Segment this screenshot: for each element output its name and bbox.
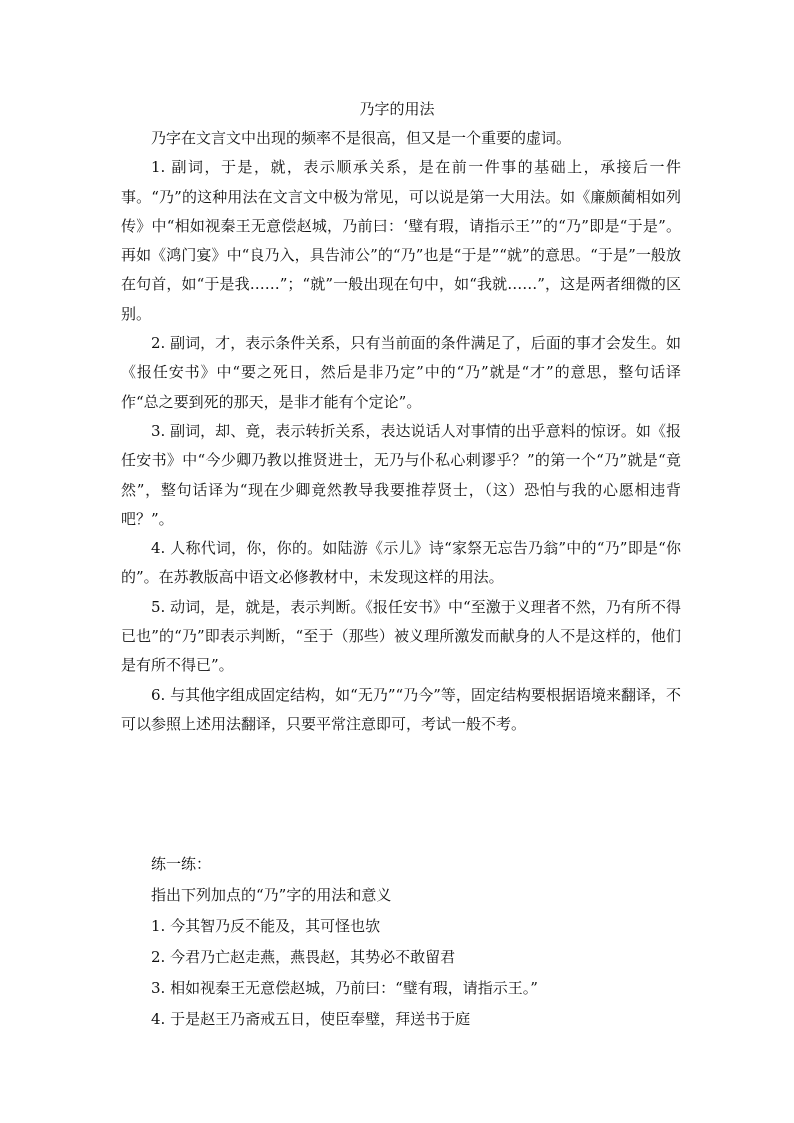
article-body <box>121 124 681 739</box>
practice-item: 1. 今其智乃反不能及，其可怪也欤 <box>151 917 381 935</box>
practice-item: 2. 今君乃亡赵走燕，燕畏赵，其势必不敢留君 <box>151 948 456 966</box>
practice-heading: 练一练： <box>151 855 212 873</box>
usage-paragraph-1: 1. 副词，于是，就，表示顺承关系，是在前一件事的基础上，承接后一件事。“乃”的这种用法在文言文中极为常见，可以说是第一大用法。如《廉颇蔺相如列传》中“相如视秦王无意偿赵城，乃前曰：‘璧有瑕，请指示王’”的“乃”即是“于是”。再如《鸿门宴》中“良乃入，具告沛公”的“乃”也是“于是”“就”的意思。“于是”一般放在句首，如“于是我……”；“就”一般出现在句中，如“我就……”，这是两者细微的区别。 <box>121 158 681 323</box>
practice-item: 4. 于是赵王乃斋戒五日，使臣奉璧，拜送书于庭 <box>151 1010 471 1028</box>
usage-paragraph-4: 4. 人称代词，你，你的。如陆游《示儿》诗“家祭无忘告乃翁”中的“乃”即是“你的”。在苏教版高中语文必修教材中，未发现这样的用法。 <box>121 539 681 587</box>
usage-paragraph-2: 2. 副词，才，表示条件关系，只有当前面的条件满足了，后面的事才会发生。如《报任安书》中“要之死日，然后是非乃定”中的“乃”就是“才”的意思，整句话译作“总之要到死的那天，是非才能有个定论”。 <box>121 334 681 411</box>
usage-paragraph-3: 3. 副词，却、竟，表示转折关系，表达说话人对事情的出乎意料的惊讶。如《报任安书》中“今少卿乃教以推贤进士，无乃与仆私心剌谬乎？”的第一个“乃”就是“竟然”，整句话译为“现在少卿竟然教导我要推荐贤士，（这）恐怕与我的心愿相违背吧？”。 <box>121 421 681 528</box>
practice-item: 3. 相如视秦王无意偿赵城，乃前曰：“璧有瑕，请指示王。” <box>151 979 538 997</box>
practice-section <box>121 849 681 1035</box>
page-title: 乃字的用法 <box>359 100 435 118</box>
practice-instruction: 指出下列加点的“乃”字的用法和意义 <box>151 886 392 904</box>
usage-paragraph-6: 6. 与其他字组成固定结构，如“无乃”“乃今”等，固定结构要根据语境来翻译，不可以参照上述用法翻译，只要平常注意即可，考试一般不考。 <box>121 685 681 733</box>
intro-paragraph: 乃字在文言文中出现的频率不是很高，但又是一个重要的虚词。 <box>151 129 572 147</box>
usage-paragraph-5: 5. 动词，是，就是，表示判断。《报任安书》中“至激于义理者不然，乃有所不得已也”的“乃”即表示判断，“至于（那些）被义理所激发而献身的人不是这样的，他们是有所不得已”。 <box>121 597 681 675</box>
